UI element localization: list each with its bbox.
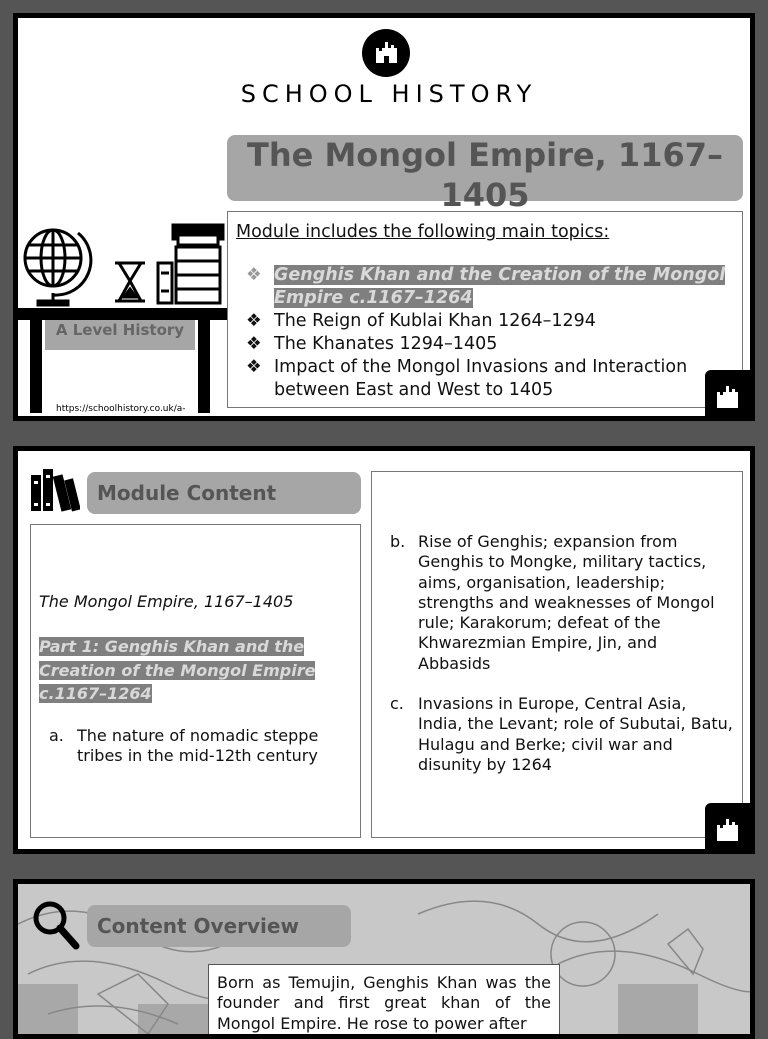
url-link[interactable]: https://schoolhistory.co.uk/a-: [56, 404, 186, 414]
topic-item: ❖ Impact of the Mongol Invasions and Interaction between East and West to 1405: [246, 357, 688, 400]
module-content-title: Module Content: [87, 472, 361, 514]
magnifier-icon: [32, 900, 80, 950]
content-overview-slide: [13, 879, 755, 1039]
items-list-bc: [390, 532, 734, 775]
list-item: c. Invasions in Europe, Central Asia, India, the Levant; role of Subutai, Batu, Hulagu and Berke; civil war and disunity by 1264: [390, 694, 733, 774]
list-item: a. The nature of nomadic steppe tribes in the mid-12th century: [49, 725, 319, 765]
topic-item: ❖ Genghis Khan and the Creation of the Mongol Empire c.1167–1264: [246, 265, 726, 308]
level-label: A Level History: [45, 320, 195, 350]
content-overview-title: Content Overview: [87, 905, 351, 947]
slide-title: The Mongol Empire, 1167–1405: [227, 135, 743, 201]
brand-name: SCHOOL HISTORY: [240, 80, 538, 108]
part-heading: Part 1: Genghis Khan and the Creation of the Mongol Empire c.1167–1264: [39, 637, 316, 703]
title-slide: [13, 13, 755, 421]
right-content-box: [371, 471, 743, 838]
module-content-slide: [13, 446, 755, 854]
topic-item: ❖ The Reign of Kublai Khan 1264–1294: [246, 311, 596, 331]
castle-logo-icon: [361, 28, 411, 78]
castle-badge-icon: [705, 370, 755, 420]
overview-text: Born as Temujin, Genghis Khan was the founder and first great khan of the Mongol Empire. He rose to power after: [208, 964, 560, 1039]
books-icon: [158, 225, 223, 303]
topics-list: [236, 264, 734, 402]
castle-badge-icon: [705, 803, 755, 853]
books-icon: [30, 465, 80, 513]
topics-box: [227, 211, 743, 408]
left-content-box: [30, 524, 361, 838]
desk-illustration: [18, 213, 228, 413]
items-list-a: [39, 726, 352, 767]
topic-item: ❖ The Khanates 1294–1405: [246, 334, 498, 354]
list-item: b. Rise of Genghis; expansion from Genghis to Mongke, military tactics, aims, organisation, leadership; strengths and weaknesses of Mongol rule; Karakorum; defeat of the Khwarezmian Empire, Jin, and Abbasids: [390, 532, 715, 673]
hourglass-icon: [115, 263, 145, 301]
topics-heading: Module includes the following main topics:: [236, 222, 610, 242]
module-subtitle: The Mongol Empire, 1167–1405: [39, 592, 294, 611]
globe-icon: [25, 230, 91, 305]
